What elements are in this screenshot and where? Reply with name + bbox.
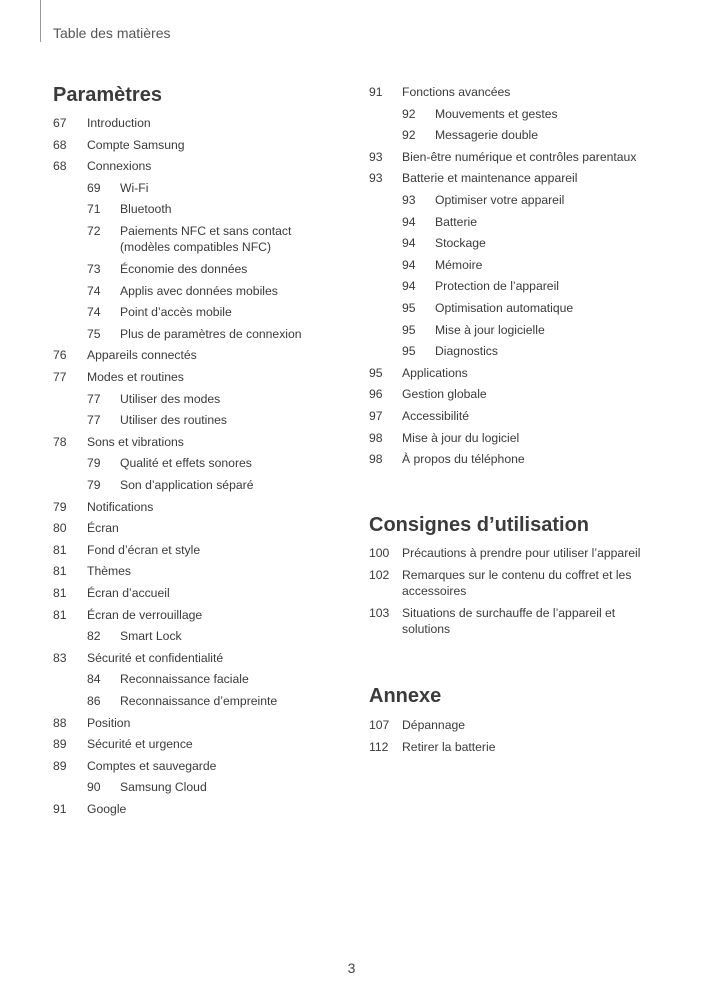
- toc-entry-page: 94: [402, 257, 416, 272]
- section-title-consignes-d-utilisation: Consignes d’utilisation: [369, 514, 590, 536]
- toc-entry-title: Mouvements et gestes: [435, 106, 558, 121]
- toc-entry-title: Thèmes: [87, 564, 132, 579]
- toc-entry-title: Retirer la batterie: [402, 739, 496, 754]
- toc-entry-page: 89: [53, 758, 67, 773]
- toc-entry-title: Son d’application séparé: [120, 478, 254, 492]
- toc-entry-page: 74: [87, 283, 101, 298]
- toc-entry-page: 76: [53, 348, 67, 363]
- toc-entry-page: 90: [87, 780, 101, 795]
- toc-entry-title: Comptes et sauvegarde: [87, 758, 217, 773]
- toc-entry-page: 67: [53, 116, 67, 130]
- toc-entry-title: Accessibilité: [402, 409, 470, 423]
- toc-entry-title: À propos du téléphone: [402, 452, 525, 467]
- toc-entry-title: Point d’accès mobile: [120, 305, 232, 320]
- toc-entry-page: 81: [53, 607, 67, 622]
- toc-entry-title: Appareils connectés: [87, 348, 197, 363]
- toc-entry-title: Mise à jour logicielle: [435, 322, 545, 337]
- toc-entry-page: 77: [87, 413, 101, 428]
- toc-entry-page: 93: [402, 193, 416, 207]
- toc-entry-title: Notifications: [87, 499, 154, 514]
- toc-entry-page: 112: [369, 739, 389, 754]
- toc-entry-page: 81: [53, 542, 67, 557]
- toc-entry-title: Gestion globale: [402, 387, 487, 402]
- toc-entry-title: Situations de surchauffe de l’appareil et solutions: [402, 605, 616, 636]
- toc-entry-title: Sécurité et urgence: [87, 737, 193, 752]
- toc-entry-title: Connexions: [87, 159, 152, 174]
- toc-entry-page: 68: [53, 137, 67, 152]
- toc-entry-page: 79: [87, 478, 101, 492]
- toc-entry-title: Optimiser votre appareil: [435, 193, 565, 207]
- toc-entry-title: Mémoire: [435, 257, 483, 272]
- toc-entry-page: 97: [369, 409, 383, 423]
- toc-entry-title: Économie des données: [120, 262, 248, 276]
- toc-entry-title: Écran d’accueil: [87, 586, 170, 600]
- toc-entry-page: 79: [87, 456, 101, 471]
- toc-entry-page: 94: [402, 279, 416, 294]
- toc-entry-page: 82: [87, 629, 101, 644]
- toc-entry-page: 68: [53, 159, 67, 174]
- toc-entry-page: 74: [87, 305, 101, 320]
- toc-entry-page: 95: [402, 301, 416, 315]
- toc-entry-page: 103: [369, 605, 390, 620]
- toc-entry-page: 91: [53, 802, 67, 816]
- toc-entry-page: 80: [53, 521, 67, 536]
- toc-entry-page: 77: [87, 391, 101, 406]
- toc-entry-page: 77: [53, 370, 67, 384]
- toc-entry-page: 79: [53, 499, 67, 514]
- toc-entry-title: Utiliser des routines: [120, 413, 228, 428]
- toc-entry-title: Qualité et effets sonores: [120, 456, 252, 471]
- toc-entry-page: 95: [402, 322, 416, 337]
- toc-entry-page: 73: [87, 262, 101, 276]
- toc-entry-title: Compte Samsung: [87, 137, 185, 152]
- toc-entry-page: 69: [87, 180, 101, 195]
- toc-entry-page: 92: [402, 128, 416, 143]
- toc-entry-page: 93: [369, 149, 383, 164]
- toc-entry-page: 88: [53, 715, 67, 730]
- toc-entry-page: 83: [53, 650, 67, 665]
- toc-entry-title: Dépannage: [402, 718, 466, 732]
- toc-entry-title: Précautions à prendre pour utiliser l’appareil: [402, 546, 641, 560]
- header-rule: [40, 0, 41, 42]
- toc-entry-page: 102: [369, 567, 390, 582]
- toc-entry-title: Plus de paramètres de connexion: [120, 326, 302, 341]
- toc-entry-title: Sécurité et confidentialité: [87, 650, 224, 665]
- toc-entry-page: 96: [369, 387, 383, 402]
- toc-entry-title: Bluetooth: [120, 202, 172, 217]
- toc-entry-title: Batterie: [435, 214, 478, 229]
- toc-entry-page: 81: [53, 564, 67, 579]
- toc-entry-title: Applications: [402, 365, 468, 380]
- toc-entry-title: Remarques sur le contenu du coffret et les accessoires: [402, 567, 632, 598]
- toc-entry-title: Écran de verrouillage: [87, 607, 203, 622]
- toc-entry-page: 78: [53, 434, 67, 449]
- toc-entry-page: 89: [53, 737, 67, 752]
- toc-entry-page: 72: [87, 224, 101, 238]
- toc-entry-title: Écran: [87, 521, 119, 536]
- toc-entry-page: 92: [402, 106, 416, 121]
- toc-entry-title: Stockage: [435, 236, 486, 251]
- toc-entry-title: Reconnaissance faciale: [120, 672, 249, 687]
- toc-entry-title: Reconnaissance d’empreinte: [120, 694, 278, 708]
- toc-entry-title: Modes et routines: [87, 370, 184, 384]
- toc-entry-title: Samsung Cloud: [120, 780, 207, 795]
- toc-entry-title: Paiements NFC et sans contact (modèles compatibles NFC): [120, 224, 292, 254]
- toc-entry-title: Protection de l’appareil: [435, 279, 559, 294]
- toc-entry-title: Position: [87, 715, 131, 730]
- toc-entry-page: 95: [369, 365, 383, 380]
- toc-entry-title: Batterie et maintenance appareil: [402, 171, 578, 186]
- page-number: 3: [347, 960, 356, 976]
- toc-entry-page: 84: [87, 672, 101, 687]
- toc-entry-page: 98: [369, 430, 383, 445]
- toc-entry-page: 71: [87, 202, 101, 217]
- toc-entry-page: 107: [369, 718, 390, 732]
- toc-entry-title: Applis avec données mobiles: [120, 283, 278, 298]
- section-title-parametres: Paramètres: [53, 84, 162, 106]
- toc-entry-page: 81: [53, 586, 67, 600]
- toc-entry-title: Wi-Fi: [120, 180, 149, 195]
- toc-entry-title: Optimisation automatique: [435, 301, 574, 315]
- toc-entry-page: 100: [369, 546, 390, 560]
- toc-entry-title: Bien-être numérique et contrôles parentaux: [402, 149, 637, 164]
- toc-entry-page: 93: [369, 171, 383, 186]
- section-title-annexe: Annexe: [369, 685, 442, 707]
- toc-entry-title: Google: [87, 802, 127, 816]
- page-header-title: Table des matières: [53, 25, 171, 41]
- toc-entry-title: Messagerie double: [435, 128, 538, 143]
- toc-entry-title: Utiliser des modes: [120, 391, 221, 406]
- toc-entry-title: Smart Lock: [120, 629, 182, 644]
- toc-entry-title: Mise à jour du logiciel: [402, 430, 520, 445]
- toc-entry-title: Sons et vibrations: [87, 434, 184, 449]
- toc-entry-page: 95: [402, 344, 416, 359]
- toc-entry-title: Fond d’écran et style: [87, 542, 201, 557]
- toc-entry-page: 94: [402, 236, 416, 251]
- toc-entry-page: 86: [87, 694, 101, 708]
- toc-entry-page: 75: [87, 326, 101, 341]
- toc-entry-title: Fonctions avancées: [402, 85, 511, 99]
- toc-entry-page: 91: [369, 85, 383, 99]
- toc-entry-page: 94: [402, 214, 416, 229]
- toc-entry-page: 98: [369, 452, 383, 467]
- toc-entry-title: Diagnostics: [435, 344, 498, 359]
- toc-entry-title: Introduction: [87, 116, 151, 130]
